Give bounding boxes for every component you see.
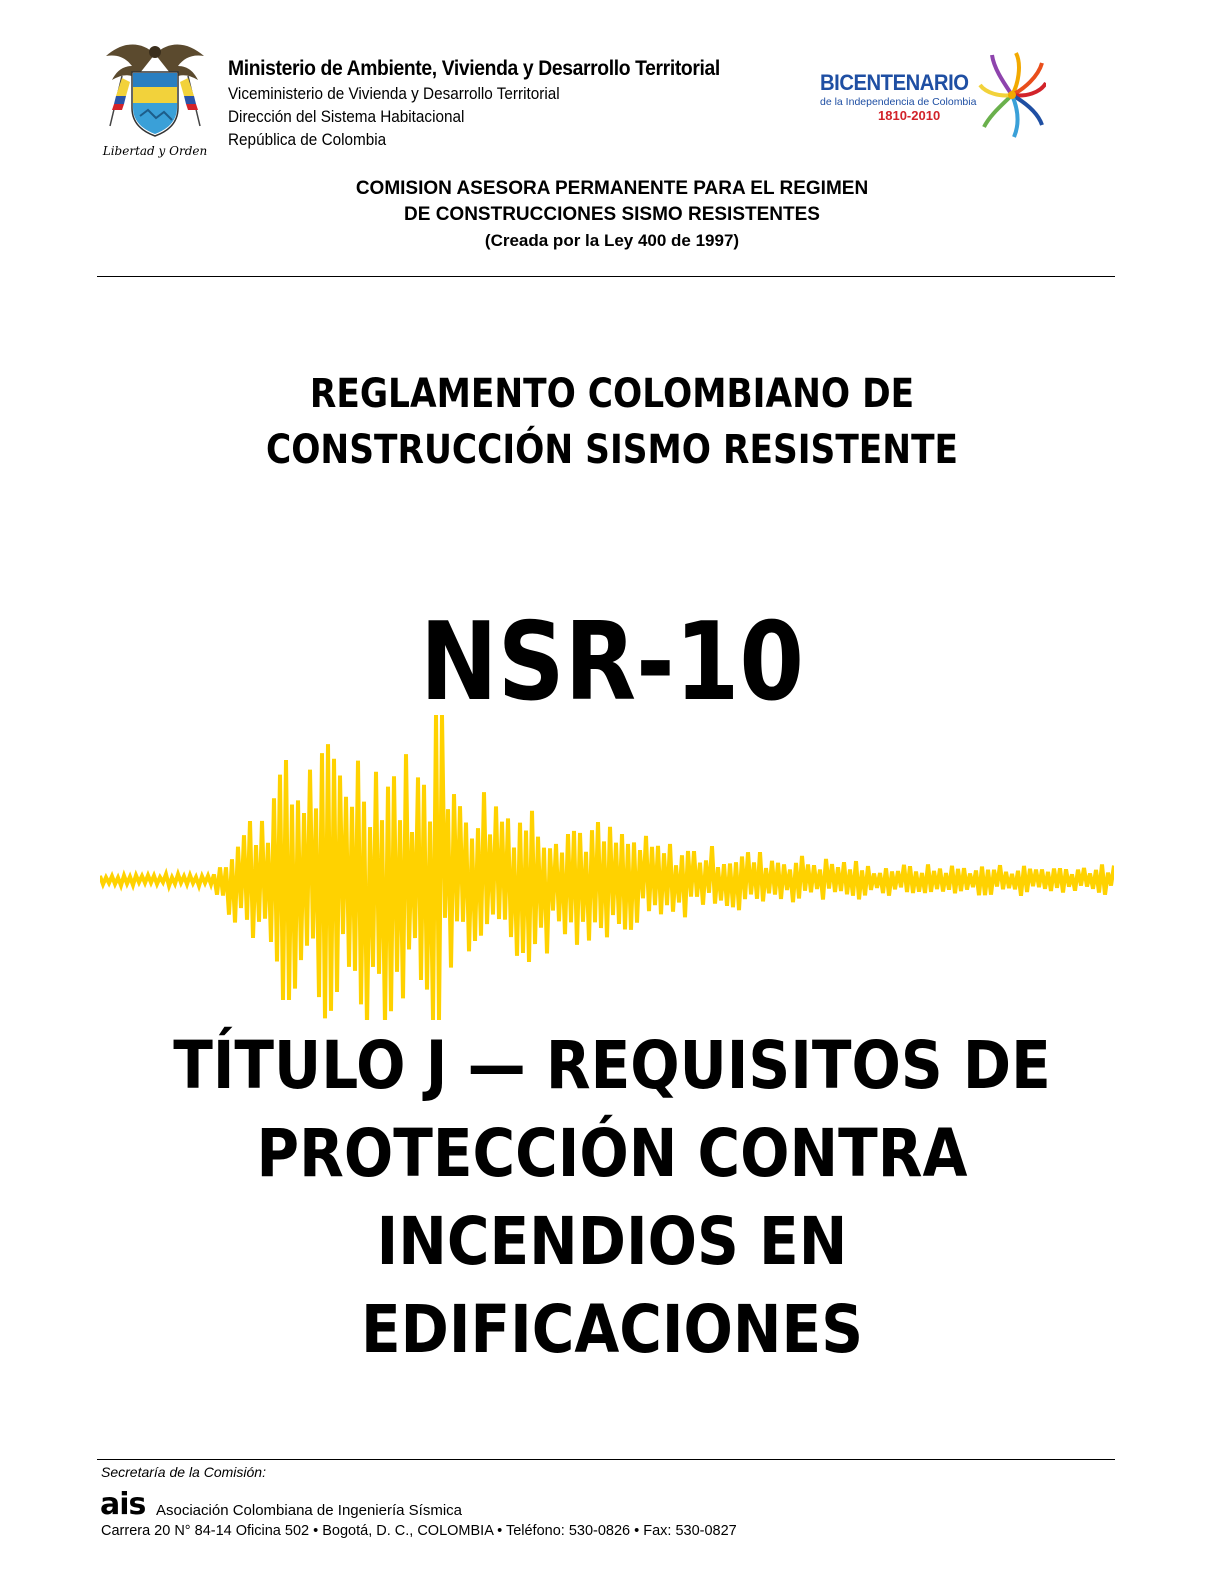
commission-heading [0, 176, 1224, 254]
seismogram-trace [100, 715, 1114, 1020]
bicentenario-years: 1810-2010 [878, 108, 941, 123]
titulo-line-2: PROTECCIÓN CONTRA [256, 1115, 968, 1192]
ministry-name: Ministerio de Ambiente, Vivienda y Desarrollo Territorial [228, 57, 720, 80]
titulo-line-4: EDIFICACIONES [360, 1291, 864, 1368]
titulo-line-3: INCENDIOS EN [376, 1203, 848, 1280]
viceministry-line: Viceministerio de Vivienda y Desarrollo Territorial [228, 84, 560, 103]
footer-address: Carrera 20 N° 84-14 Oficina 502 • Bogotá, D. C., COLOMBIA • Teléfono: 530-0826 • Fax: 530-0827 [101, 1523, 737, 1539]
commission-line-1: COMISION ASESORA PERMANENTE PARA EL REGIMEN [355, 178, 869, 199]
reglamento-line-2: CONSTRUCCIÓN SISMO RESISTENTE [265, 427, 959, 473]
commission-line-2: DE CONSTRUCCIONES SISMO RESISTENTES [404, 204, 820, 225]
colombia-coat-of-arms-logo [100, 36, 210, 158]
titulo-line-1: TÍTULO J — REQUISITOS DE [173, 1027, 1051, 1104]
footer-divider [97, 1459, 1115, 1460]
bicentenario-burst-icon [978, 50, 1046, 140]
seismogram-graphic [100, 700, 1114, 1020]
ministry-block [228, 56, 763, 151]
bicentenario-subtitle: de la Independencia de Colombia [820, 96, 977, 108]
crest-motto: Libertad y Orden [102, 144, 208, 158]
secretaria-label: Secretaría de la Comisión: [101, 1464, 266, 1480]
titulo-heading [73, 1022, 1150, 1374]
association-name: Asociación Colombiana de Ingeniería Sísmica [156, 1502, 462, 1519]
commission-law-note: (Creada por la Ley 400 de 1997) [484, 231, 740, 250]
direction-line: Dirección del Sistema Habitacional [228, 107, 465, 126]
bicentenario-logo [812, 48, 1044, 140]
reglamento-title [86, 366, 1139, 478]
reglamento-line-1: REGLAMENTO COLOMBIANO DE [309, 371, 915, 417]
ais-logo: ais [100, 1487, 146, 1522]
header-divider [97, 276, 1115, 277]
bicentenario-title: BICENTENARIO [820, 70, 969, 95]
republic-line: República de Colombia [228, 130, 387, 149]
code-title: NSR-10 [420, 600, 804, 725]
coat-of-arms-icon [100, 36, 210, 140]
